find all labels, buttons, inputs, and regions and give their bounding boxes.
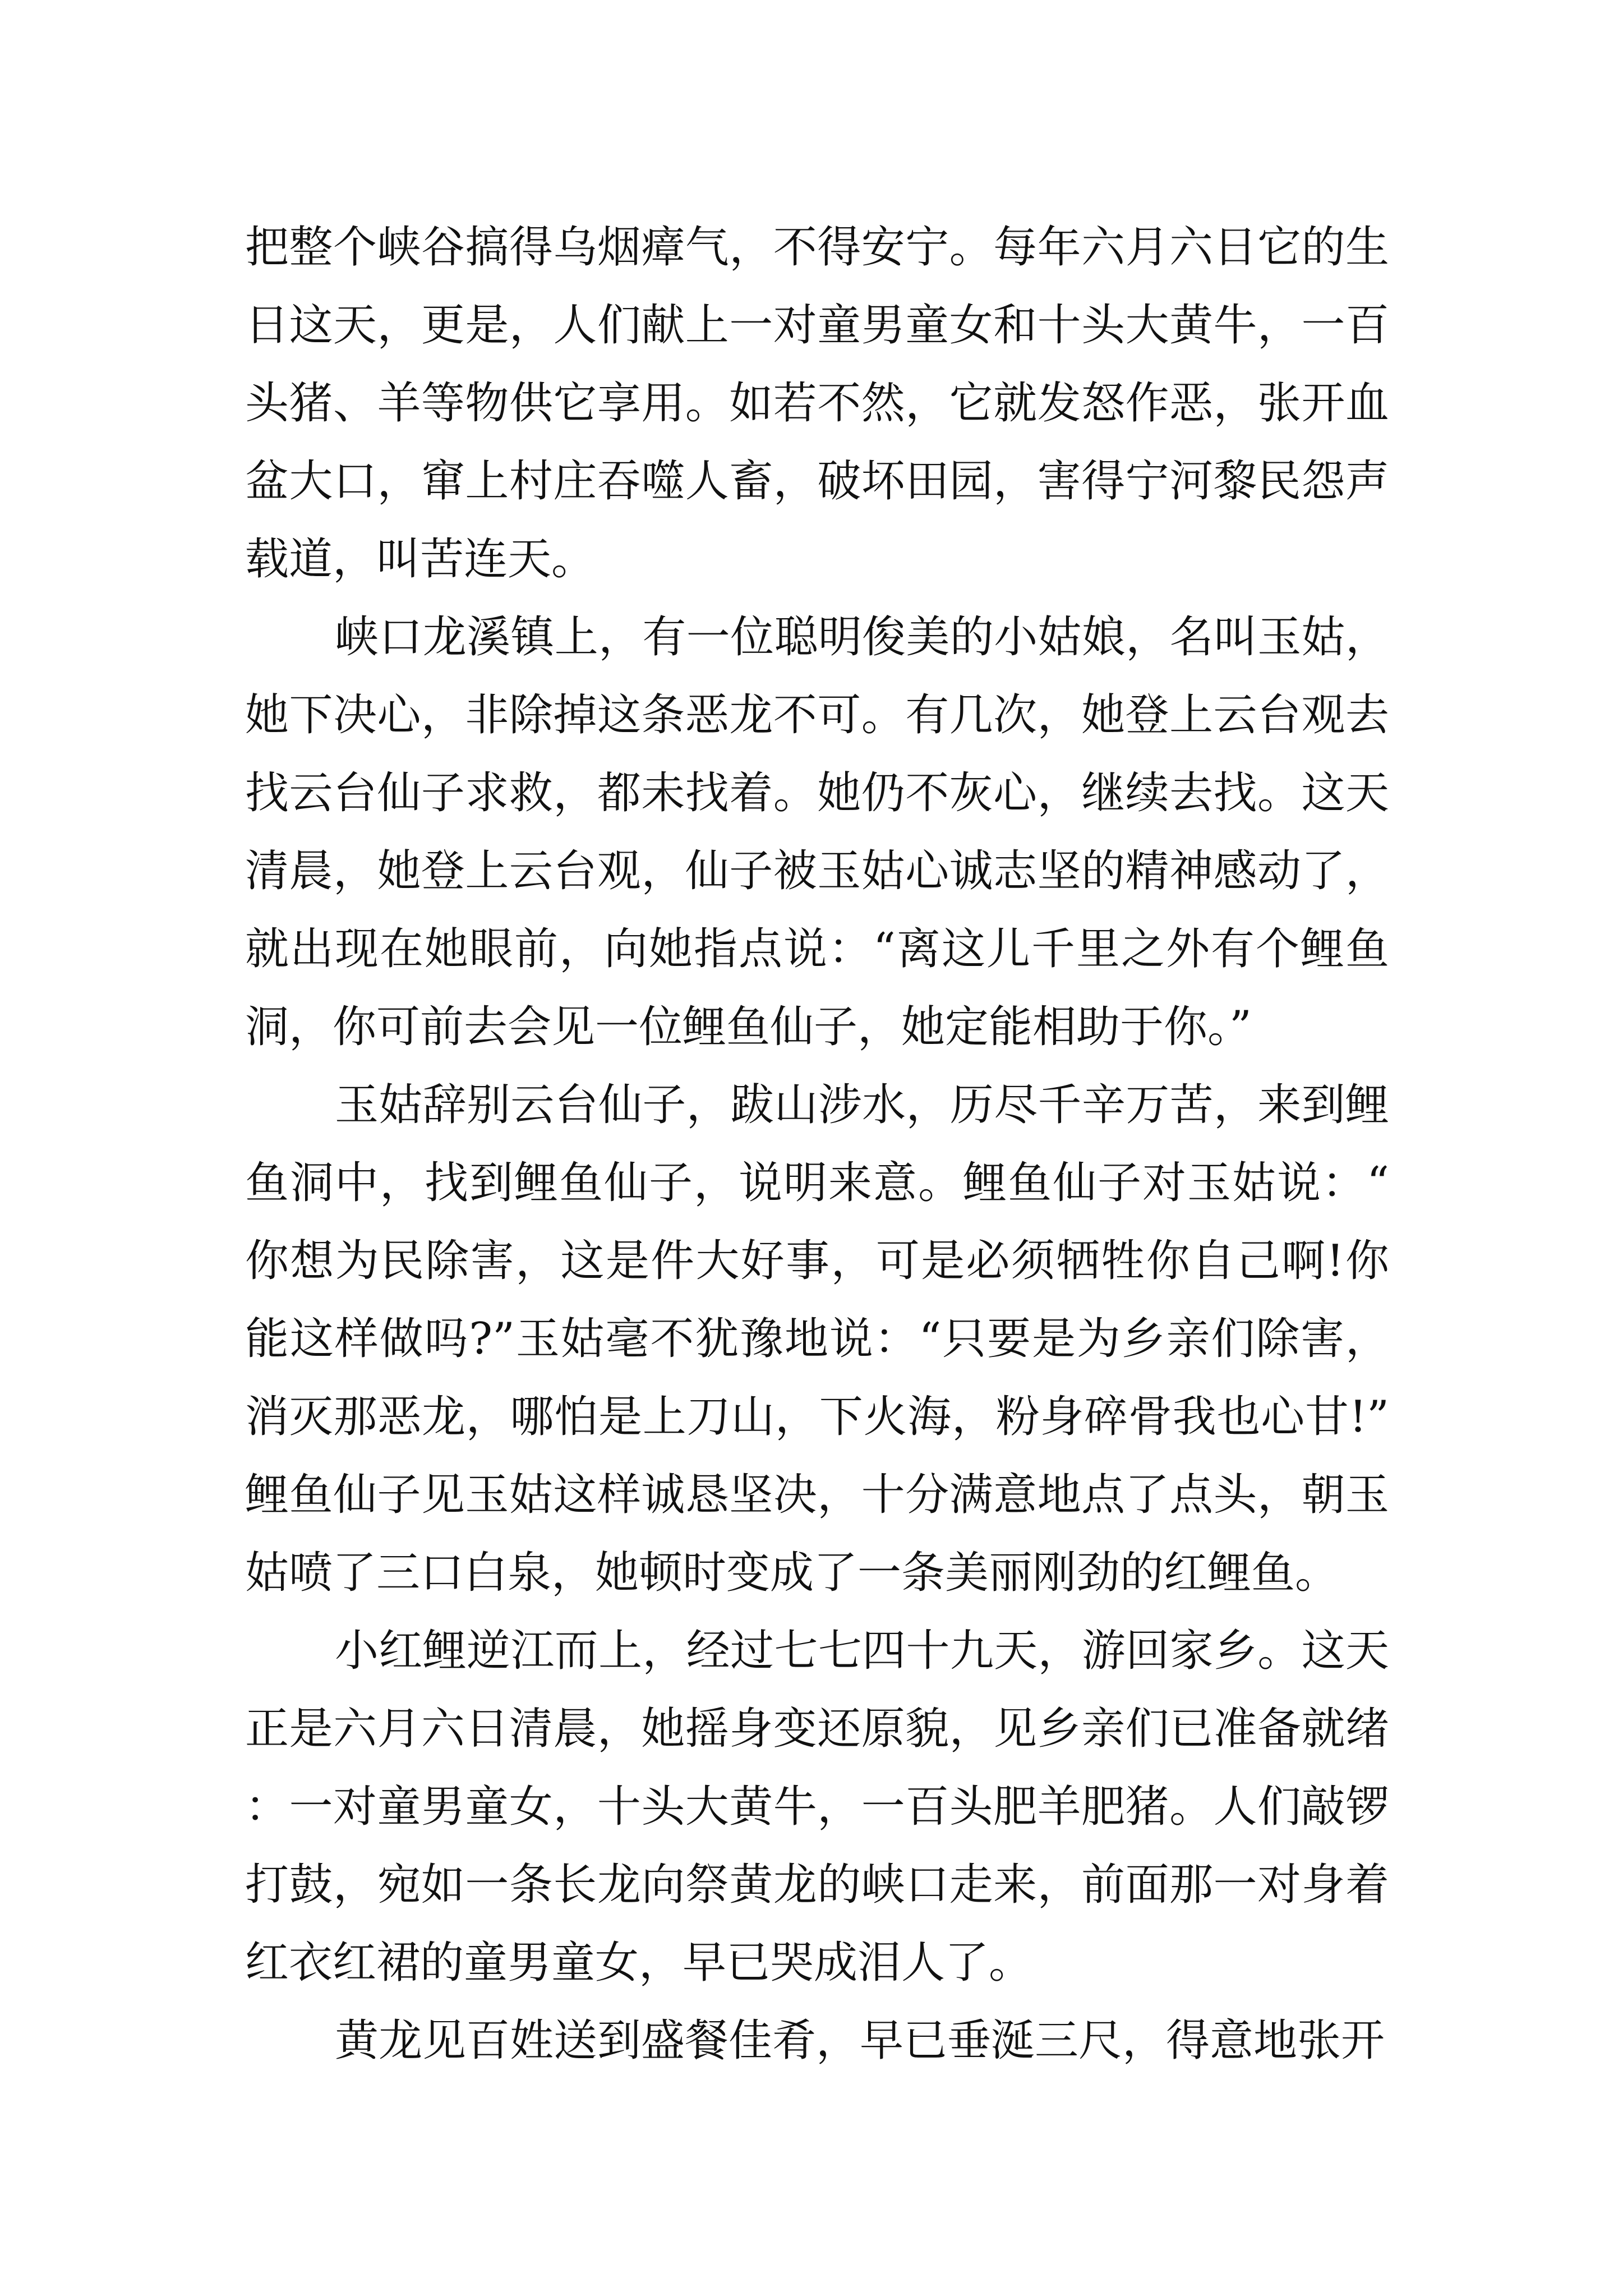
paragraph-1: 把整个峡谷搞得乌烟瘴气，不得安宁。每年六月六日它的生日这天，更是，人们献上一对童男童女和十头大黄牛，一百头猪、羊等物供它享用。如若不然，它就发怒作恶，张开血盆大口，窜上村庄吞噬人畜，破坏田园，害得宁河黎民怨声载道，叫苦连天。 bbox=[245, 222, 1389, 585]
paragraph-2: 峡口龙溪镇上，有一位聪明俊美的小姑娘，名叫玉姑，她下决心，非除掉这条恶龙不可。有几次，她登上云台观去找云台仙子求救，都未找着。她仍不灰心，继续去找。这天清晨，她登上云台观，仙子被玉姑心诚志坚的精神感动了，就出现在她眼前，向她指点说：“离这儿千里之外有个鲤鱼洞，你可前去会见一位鲤鱼仙子，她定能相助于你。” bbox=[245, 612, 1389, 1052]
paragraph-5: 黄龙见百姓送到盛餐佳肴，早已垂涎三尺，得意地张开 bbox=[335, 2016, 1385, 2066]
document-body bbox=[245, 209, 1389, 2080]
paragraph-4: 小红鲤逆江而上，经过七七四十九天，游回家乡。这天正是六月六日清晨，她摇身变还原貌，见乡亲们已准备就绪：一对童男童女，十头大黄牛，一百头肥羊肥猪。人们敲锣打鼓，宛如一条长龙向祭黄龙的峡口走来，前面那一对身着红衣红裙的童男童女，早已哭成泪人了。 bbox=[245, 1626, 1389, 1988]
paragraph-3: 玉姑辞别云台仙子，跋山涉水，历尽千辛万苦，来到鲤鱼洞中，找到鲤鱼仙子，说明来意。鲤鱼仙子对玉姑说：“你想为民除害，这是件大好事，可是必须牺牲你自己啊!你能这样做吗?”玉姑毫不犹豫地说：“只要是为乡亲们除害，消灭那恶龙，哪怕是上刀山，下火海，粉身碎骨我也心甘!”鲤鱼仙子见玉姑这样诚恳坚决，十分满意地点了点头，朝玉姑喷了三口白泉，她顿时变成了一条美丽刚劲的红鲤鱼。 bbox=[245, 1080, 1389, 1598]
